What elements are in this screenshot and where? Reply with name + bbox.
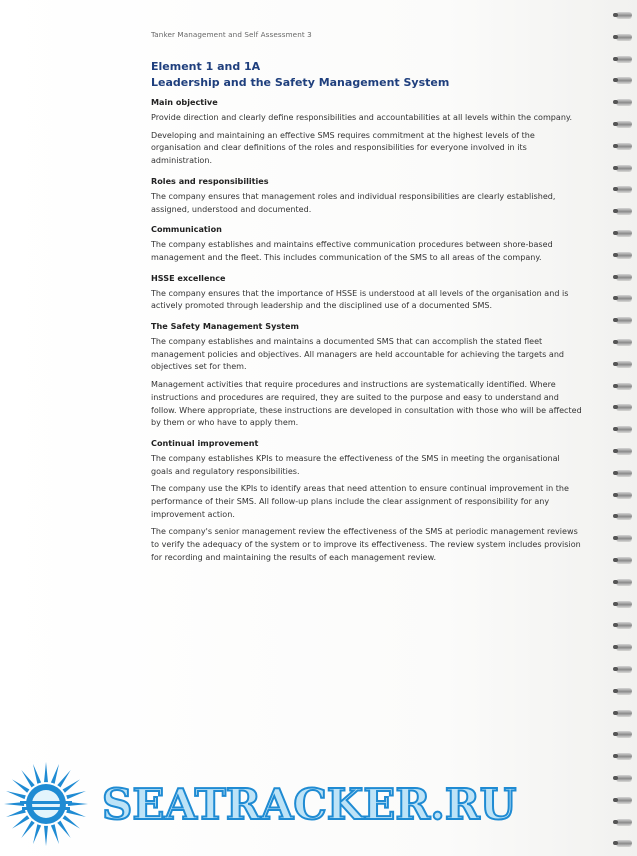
spiral-ring-icon: [616, 753, 632, 759]
watermark: [0, 760, 637, 856]
section-communication: [151, 224, 583, 264]
paragraph: The company establishes and maintains a documented SMS that can accomplish the stated fleet management policies and objectives. All managers are held accountable for achieving the targets and objectives set for them.: [151, 337, 565, 372]
paragraph: The company ensures that the importance of HSSE is understood at all levels of the organisation and is actively promoted through leadership and the disciplined use of a documented SMS.: [151, 288, 569, 311]
spiral-ring-icon: [616, 404, 632, 410]
sun-ray: [44, 762, 48, 782]
section-sms: [151, 321, 583, 430]
sun-icon: [0, 760, 100, 856]
sun-ray: [12, 815, 29, 828]
sun-ray: [66, 809, 86, 817]
sun-ray: [51, 824, 59, 844]
section-heading: Roles and responsibilities: [151, 175, 269, 186]
page-content: [151, 59, 583, 570]
spiral-ring-icon: [616, 731, 632, 737]
spiral-ring-icon: [616, 361, 632, 367]
watermark-text: SEATRACKER.RU: [102, 780, 517, 829]
spiral-ring-icon: [616, 470, 632, 476]
sun-ray: [33, 824, 41, 844]
paragraph: Developing and maintaining an effective SMS requires commitment at the highest levels of the organisation and clear definitions of the roles and responsibilities for everyone involved in its administration.: [151, 130, 535, 166]
spiral-ring-icon: [616, 535, 632, 541]
spiral-ring-icon: [616, 12, 632, 18]
spiral-ring-icon: [616, 186, 632, 192]
spiral-ring-icon: [616, 99, 632, 105]
sun-ray: [66, 791, 86, 799]
element-subtitle: Leadership and the Safety Management System: [151, 76, 450, 89]
spiral-ring-icon: [616, 274, 632, 280]
sun-ray: [6, 791, 26, 799]
spiral-ring-icon: [616, 579, 632, 585]
sun-ray: [63, 779, 80, 792]
spiral-ring-icon: [616, 208, 632, 214]
spiral-ring-icon: [616, 143, 632, 149]
spiral-ring-icon: [616, 56, 632, 62]
paragraph: The company use the KPIs to identify areas that need attention to ensure continual improvement in the performance of their SMS. All follow-up plans include the clear assignment of responsibility for any improvement action.: [151, 484, 569, 519]
spiral-ring-icon: [616, 165, 632, 171]
paragraph: Provide direction and clearly define responsibilities and accountabilities at all levels within the company.: [151, 113, 573, 122]
spiral-ring-icon: [616, 688, 632, 694]
spiral-ring-icon: [616, 426, 632, 432]
paragraph: The company establishes and maintains effective communication procedures between shore-based management and the fleet. This includes communication of the SMS to all areas of the company.: [151, 240, 553, 262]
element-title: Element 1 and 1A: [151, 60, 261, 73]
section-heading: HSSE excellence: [151, 272, 226, 283]
section-heading: Main objective: [151, 97, 218, 107]
sun-ray: [63, 815, 80, 828]
section-hsse: [151, 273, 583, 313]
paragraph: The company's senior management review the effectiveness of the SMS at periodic management reviews to verify the adequacy of the system or to improve its effectiveness. The review system includes provision for recording and maintaining the results of each management review.: [151, 527, 581, 562]
spiral-ring-icon: [616, 317, 632, 323]
spiral-ring-icon: [616, 339, 632, 345]
sun-ray: [51, 764, 59, 784]
sun-ray: [33, 764, 41, 784]
sun-ray: [57, 821, 70, 838]
section-heading: Communication: [151, 224, 222, 235]
sun-ray: [44, 826, 48, 846]
paragraph: Management activities that require procedures and instructions are systematically identified. Where instructions and procedures are required, they are suited to the purpose and easy to understand and follow. Where appropriate, these instructions are developed in consultation with those who will be affected by them or who have to apply them.: [151, 380, 582, 428]
spiral-ring-icon: [616, 230, 632, 236]
spiral-ring-icon: [616, 601, 632, 607]
running-header: Tanker Management and Self Assessment 3: [151, 30, 312, 39]
sun-ray: [57, 770, 70, 787]
section-roles: [151, 176, 583, 216]
spiral-ring-icon: [616, 34, 632, 40]
paragraph: The company establishes KPIs to measure the effectiveness of the SMS in meeting the organisational goals and regulatory responsibilities.: [151, 453, 560, 476]
spiral-ring-icon: [616, 557, 632, 563]
section-main-objective: [151, 97, 583, 168]
sun-ray: [12, 779, 29, 792]
spiral-ring-icon: [616, 710, 632, 716]
spiral-ring-icon: [616, 252, 632, 258]
spiral-ring-icon: [616, 448, 632, 454]
spiral-ring-icon: [616, 121, 632, 127]
spiral-ring-icon: [616, 666, 632, 672]
sun-ray: [21, 770, 34, 787]
sun-ray: [6, 809, 26, 817]
spiral-ring-icon: [616, 77, 632, 83]
spiral-binding: [609, 0, 637, 856]
sun-ray: [21, 821, 34, 838]
section-heading: Continual improvement: [151, 437, 259, 448]
paragraph: The company ensures that management roles and individual responsibilities are clearly established, assigned, understood and documented.: [151, 191, 556, 214]
spiral-ring-icon: [616, 644, 632, 650]
spiral-ring-icon: [616, 295, 632, 301]
spiral-ring-icon: [616, 492, 632, 498]
spiral-ring-icon: [616, 383, 632, 389]
section-continual-improvement: [151, 438, 583, 565]
spiral-ring-icon: [616, 513, 632, 519]
spiral-ring-icon: [616, 622, 632, 628]
section-heading: The Safety Management System: [151, 321, 299, 332]
